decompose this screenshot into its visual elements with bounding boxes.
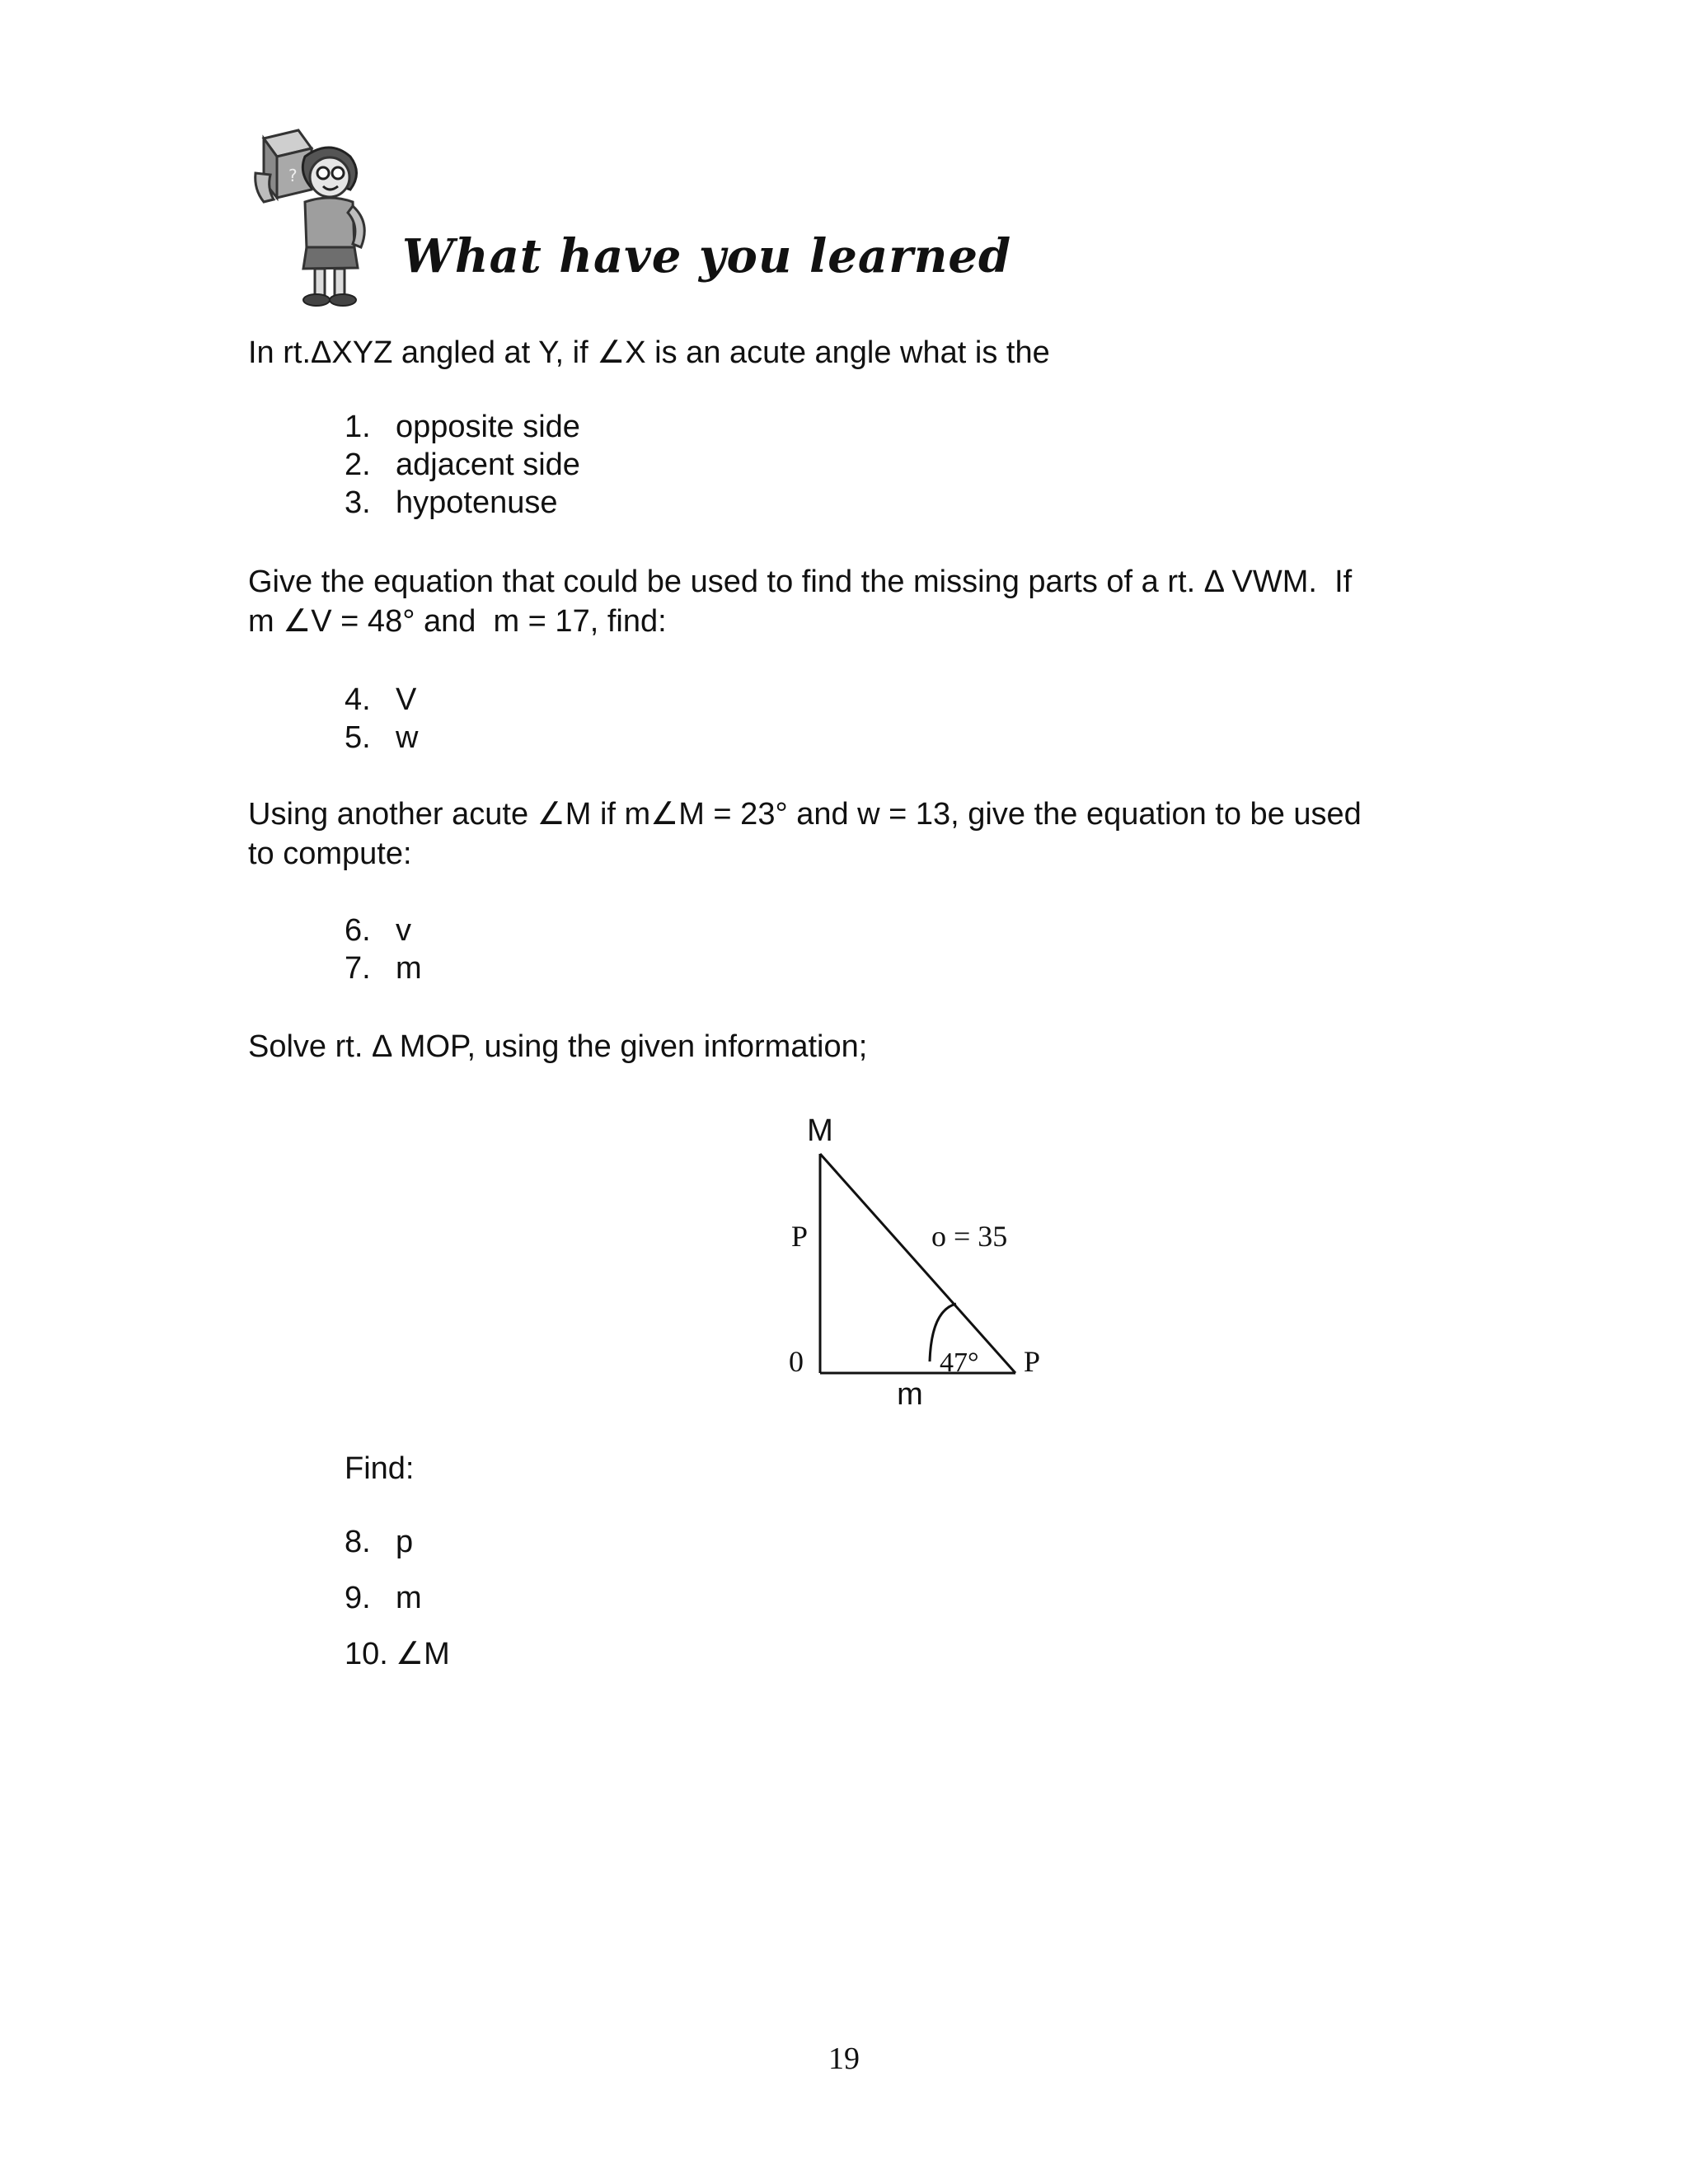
list-item: 5. w bbox=[345, 720, 419, 755]
list-item: 10. ∠M bbox=[345, 1637, 450, 1671]
section2-list bbox=[345, 681, 418, 757]
section4-intro: Solve rt. Δ MOP, using the given information; bbox=[248, 1029, 868, 1064]
svg-text:?: ? bbox=[288, 166, 298, 185]
find-label: Find: bbox=[345, 1451, 415, 1486]
section2-intro-line1: Give the equation that could be used to find the missing parts of a rt. Δ VWM. If bbox=[248, 565, 1353, 599]
page-title: What have you learned bbox=[402, 229, 1012, 284]
list-item: 8. p bbox=[345, 1525, 414, 1559]
section2-intro-line2: m ∠V = 48° and m = 17, find: bbox=[248, 604, 667, 639]
mascot-illustration bbox=[247, 124, 396, 309]
section3-intro-line1: Using another acute ∠M if m∠M = 23° and w = 13, give the equation to be used bbox=[248, 797, 1362, 832]
section1-list bbox=[345, 408, 580, 522]
section3-list bbox=[345, 912, 422, 987]
section1-intro: In rt.ΔXYZ angled at Y, if ∠X is an acute angle what is the bbox=[248, 335, 1050, 370]
list-item: 7. m bbox=[345, 951, 422, 986]
list-item: 9. m bbox=[345, 1581, 422, 1615]
page-number: 19 bbox=[828, 2041, 860, 2076]
list-item: 3. hypotenuse bbox=[345, 485, 558, 520]
vertex-m-label: M bbox=[807, 1113, 833, 1148]
list-item: 2. adjacent side bbox=[345, 448, 580, 482]
list-item: 4. V bbox=[345, 682, 417, 717]
side-mp bbox=[820, 1154, 1015, 1373]
section3-intro-line2: to compute: bbox=[248, 837, 412, 871]
hypotenuse-label: o = 35 bbox=[931, 1220, 1008, 1253]
vertex-p-label: P bbox=[1024, 1345, 1041, 1378]
side-p-label: P bbox=[791, 1220, 809, 1253]
angle-label: 47° bbox=[940, 1347, 979, 1378]
section4-list bbox=[345, 1523, 450, 1691]
triangle-mop-diagram bbox=[775, 1104, 1071, 1418]
side-m-label: m bbox=[897, 1377, 923, 1412]
vertex-o-label: 0 bbox=[789, 1345, 804, 1378]
list-item: 1. opposite side bbox=[345, 410, 580, 444]
list-item: 6. v bbox=[345, 913, 411, 948]
